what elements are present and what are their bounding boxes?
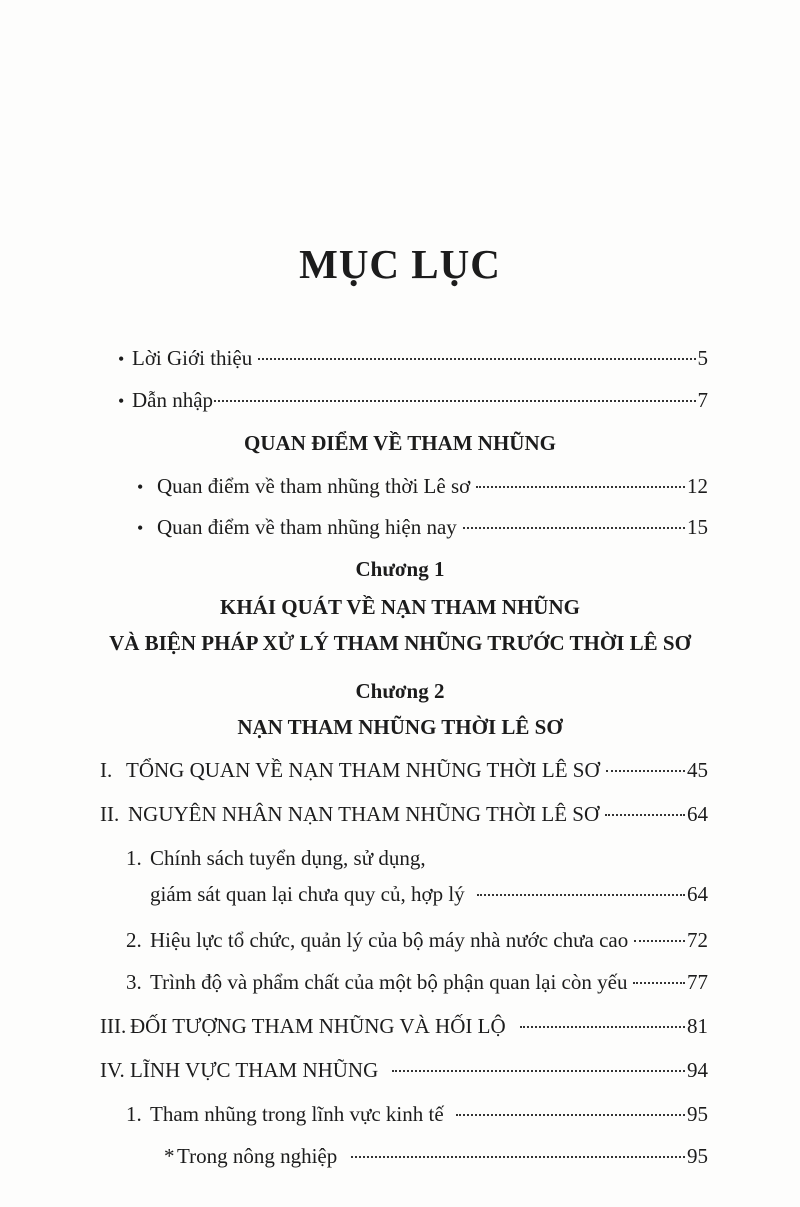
entry-page: 12 <box>687 474 708 498</box>
entry-label: Hiệu lực tổ chức, quản lý của bộ máy nhà nước chưa cao <box>150 928 629 952</box>
dot-leader <box>351 1156 685 1158</box>
entry-label: Quan điểm về tham nhũng hiện nay <box>157 515 457 539</box>
bullet-icon: • <box>137 477 144 497</box>
entry-number: 1. <box>126 1102 142 1126</box>
entry-page: 15 <box>687 515 708 539</box>
entry-label: ĐỐI TƯỢNG THAM NHŨNG VÀ HỐI LỘ <box>130 1014 506 1038</box>
entry-page: 64 <box>687 882 708 906</box>
dot-leader <box>476 486 685 488</box>
entry-label: LĨNH VỰC THAM NHŨNG <box>130 1058 379 1082</box>
asterisk-icon: * <box>164 1144 175 1168</box>
entry-number: 1. <box>126 846 142 870</box>
dot-leader <box>456 1114 685 1116</box>
chapter-title: VÀ BIỆN PHÁP XỬ LÝ THAM NHŨNG TRƯỚC THỜI LÊ SƠ <box>109 631 691 655</box>
chapter-number: Chương 1 <box>355 557 445 581</box>
dot-leader <box>605 814 685 816</box>
entry-label: Chính sách tuyển dụng, sử dụng, <box>150 846 426 870</box>
toc-entry[interactable] <box>100 1057 708 1083</box>
entry-label: giám sát quan lại chưa quy củ, hợp lý <box>150 882 465 906</box>
toc-entry[interactable] <box>164 1143 708 1169</box>
entry-label: Tham nhũng trong lĩnh vực kinh tế <box>150 1102 444 1126</box>
toc-entry-line1[interactable] <box>126 845 708 871</box>
toc-entry-intro[interactable] <box>118 345 708 372</box>
dot-leader <box>463 527 685 529</box>
bullet-icon: • <box>137 518 144 538</box>
entry-number: III. <box>100 1014 127 1038</box>
toc-entry[interactable] <box>126 927 708 953</box>
entry-label: Trình độ và phẩm chất của một bộ phận quan lại còn yếu <box>150 970 628 994</box>
entry-page: 95 <box>687 1144 708 1168</box>
toc-entry[interactable] <box>137 473 708 500</box>
toc-entry-preface[interactable] <box>118 387 708 414</box>
bullet-icon: • <box>118 349 125 369</box>
bullet-icon: • <box>118 391 125 411</box>
entry-label: Trong nông nghiệp <box>177 1144 338 1168</box>
toc-entry[interactable] <box>100 1013 708 1039</box>
toc-entry[interactable] <box>126 969 708 995</box>
entry-number: 2. <box>126 928 142 952</box>
dot-leader <box>606 770 685 772</box>
entry-page: 45 <box>687 758 708 782</box>
entry-label: TỔNG QUAN VỀ NẠN THAM NHŨNG THỜI LÊ SƠ <box>126 758 600 782</box>
toc-entry[interactable] <box>126 1101 708 1127</box>
dot-leader <box>214 400 695 402</box>
toc-entry[interactable] <box>100 801 708 827</box>
dot-leader <box>520 1026 685 1028</box>
entry-number: IV. <box>100 1058 125 1082</box>
entry-page: 94 <box>687 1058 708 1082</box>
entry-number: 3. <box>126 970 142 994</box>
entry-label: Dẫn nhập <box>132 388 214 412</box>
chapter-number: Chương 2 <box>355 679 445 703</box>
dot-leader <box>392 1070 685 1072</box>
dot-leader <box>258 358 695 360</box>
entry-number: I. <box>100 758 113 782</box>
entry-page: 64 <box>687 802 708 826</box>
dot-leader <box>633 982 685 984</box>
dot-leader <box>634 940 685 942</box>
entry-page: 5 <box>697 346 708 370</box>
toc-entry[interactable] <box>150 881 708 907</box>
entry-page: 77 <box>687 970 708 994</box>
dot-leader <box>477 894 685 896</box>
toc-entry[interactable] <box>137 514 708 541</box>
entry-number: II. <box>100 802 120 826</box>
entry-page: 72 <box>687 928 708 952</box>
section-heading: QUAN ĐIỂM VỀ THAM NHŨNG <box>244 431 556 455</box>
toc-entry[interactable] <box>100 757 708 783</box>
entry-label: NGUYÊN NHÂN NẠN THAM NHŨNG THỜI LÊ SƠ <box>128 802 600 826</box>
page-title: MỤC LỤC <box>299 241 501 287</box>
entry-label: Quan điểm về tham nhũng thời Lê sơ <box>157 474 471 498</box>
entry-page: 95 <box>687 1102 708 1126</box>
entry-page: 81 <box>687 1014 708 1038</box>
chapter-title: NẠN THAM NHŨNG THỜI LÊ SƠ <box>237 715 563 739</box>
entry-label: Lời Giới thiệu <box>132 346 253 370</box>
chapter-title: KHÁI QUÁT VỀ NẠN THAM NHŨNG <box>220 595 580 619</box>
entry-page: 7 <box>697 388 708 412</box>
